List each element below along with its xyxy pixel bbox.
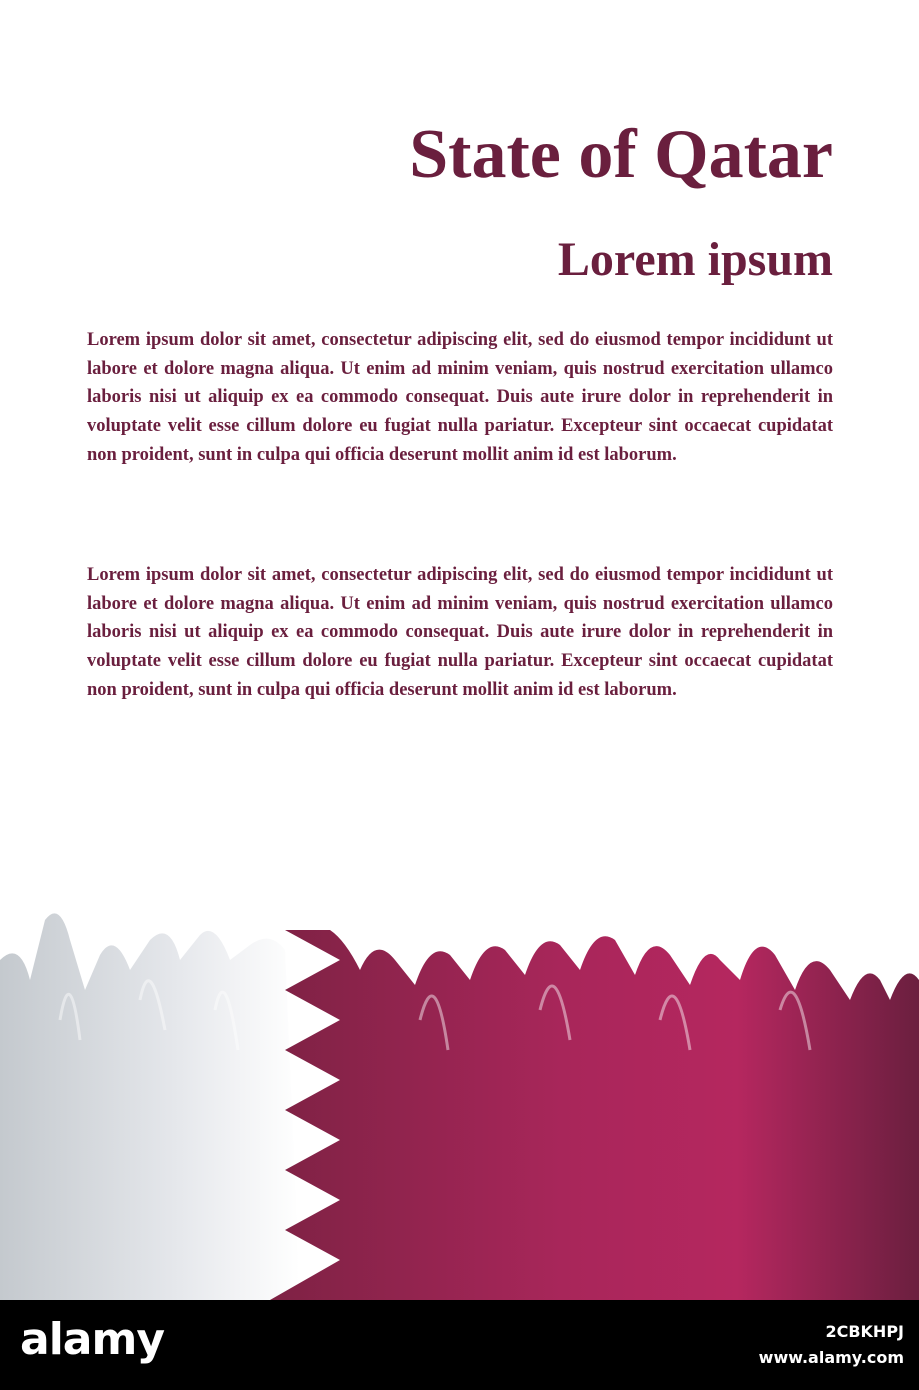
page-subtitle: Lorem ipsum xyxy=(557,233,833,286)
page-title: State of Qatar xyxy=(409,116,833,193)
body-paragraph: Lorem ipsum dolor sit amet, consectetur adipiscing elit, sed do eiusmod tempor incididunt ut labore et dolore magna aliqua. Ut enim ad minim veniam, quis nostrud exercitation ullamco laboris nisi ut aliquip ex ea commodo consequat. Duis aute irure dolor in reprehenderit in voluptate velit esse cillum dolore eu fugiat nulla pariatur. Excepteur sint occaecat cupidatat non proident, sunt in culpa qui officia deserunt mollit anim id est laborum. xyxy=(87,330,833,465)
body-paragraph: Lorem ipsum dolor sit amet, consectetur adipiscing elit, sed do eiusmod tempor incididunt ut labore et dolore magna aliqua. Ut enim ad minim veniam, quis nostrud exercitation ullamco laboris nisi ut aliquip ex ea commodo consequat. Duis aute irure dolor in reprehenderit in voluptate velit esse cillum dolore eu fugiat nulla pariatur. Excepteur sint occaecat cupidatat non proident, sunt in culpa qui officia deserunt mollit anim id est laborum. xyxy=(87,565,833,700)
flag-maroon-section xyxy=(270,930,919,1300)
qatar-flag-brush-graphic xyxy=(0,900,919,1300)
flag-white-section xyxy=(0,913,300,1300)
watermark-footer xyxy=(0,1300,919,1390)
image-id: 2CBKHPJ xyxy=(825,1322,904,1341)
alamy-logo: alamy xyxy=(20,1314,164,1365)
site-url: www.alamy.com xyxy=(758,1348,904,1367)
